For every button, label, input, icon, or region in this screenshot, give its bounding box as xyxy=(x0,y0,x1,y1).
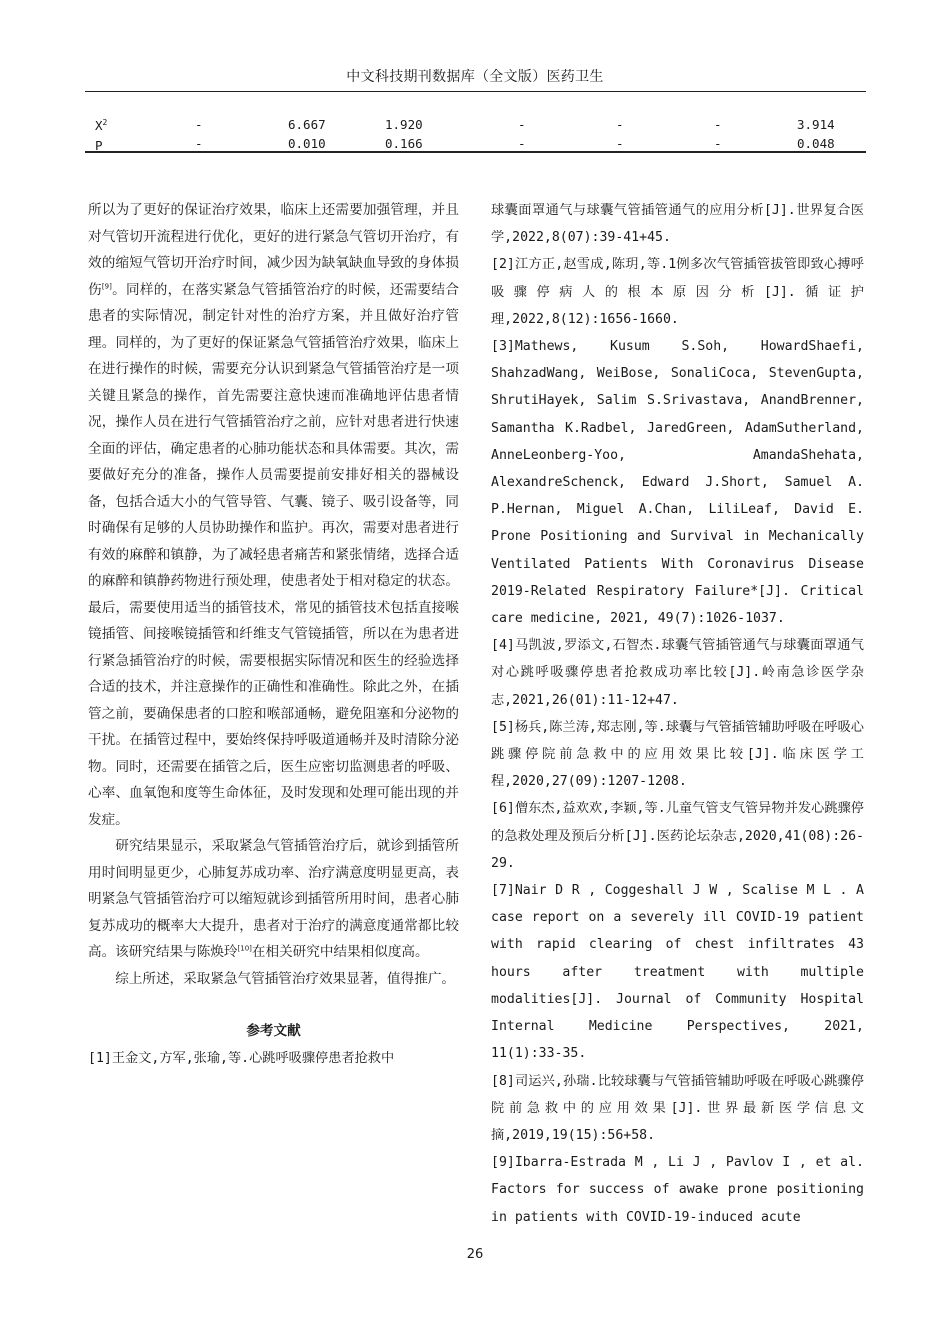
table-cell: - xyxy=(195,136,203,152)
right-column xyxy=(491,197,864,1231)
paragraph-text: 所以为了更好的保证治疗效果，临床上还需要加强管理，并且对气管切开流程进行优化，更好的进行紧急气管切开治疗，有效的缩短气管切开治疗时间，减少因为缺氧缺血导致的身体损伤 xyxy=(88,202,459,298)
left-column xyxy=(88,197,459,1072)
table-cell: 0.166 xyxy=(385,136,423,152)
table-cell: 3.914 xyxy=(797,116,835,132)
table-cell: 1.920 xyxy=(385,116,423,132)
paragraph-text: 。同样的，在落实紧急气管插管治疗的时候，还需要结合患者的实际情况，制定针对性的治疗方案，并且做好治疗管理。同样的，为了更好的保证紧急气管插管治疗效果，临床上在进行操作的时候，需要充分认识到紧急气管插管治疗是一项关键且紧急的操作，首先需要注意快速而准确地评估患者情况，操作人员在进行气管插管治疗之前，应针对患者进行快速全面的评估，确定患者的心肺功能状态和具体需要。其次，需要做好充分的准备，操作人员需要提前安排好相关的器械设备，包括合适大小的气管导管、气囊、镜子、吸引设备等，同时确保有足够的人员协助操作和监护。再次，需要对患者进行有效的麻醉和镇静，为了减轻患者痛苦和紧张情绪，选择合适的麻醉和镇静药物进行预处理，使患者处于相对稳定的状态。最后，需要使用适当的插管技术，常见的插管技术包括直接喉镜插管、间接喉镜插管和纤维支气管镜插管，所以在为患者进行紧急插管治疗的时候，需要根据实际情况和医生的经验选择合适的技术，并注意操作的正确性和准确性。除此之外，在插管之前，要确保患者的口腔和喉部通畅，避免阻塞和分泌物的干扰。在插管过程中，要始终保持呼吸道通畅并及时清除分泌物。同时，还需要在插管之后，医生应密切监测患者的呼吸、心率、血氧饱和度等生命体征，及时发现和处理可能出现的并发症。 xyxy=(88,281,460,828)
reference-item: [2]江方正,赵雪成,陈玥,等.1例多次气管插管拔管即致心搏呼吸骤停病人的根本原因分析[J].循证护理,2022,8(12):1656-1660. xyxy=(491,257,864,327)
row-label: P xyxy=(95,138,103,154)
row-label-sup: 2 xyxy=(102,118,108,127)
reference-item: [4]马凯波,罗添文,石智杰.球囊气管插管通气与球囊面罩通气对心跳呼吸骤停患者抢救成功率比较[J].岭南急诊医学杂志,2021,26(01):11-12+47. xyxy=(491,638,864,708)
reference-item: [8]司运兴,孙瑞.比较球囊与气管插管辅助呼吸在呼吸心跳骤停院前急救中的应用效果[J].世界最新医学信息文摘,2019,19(15):56+58. xyxy=(491,1073,864,1143)
citation: [10] xyxy=(237,944,252,953)
paragraph-results xyxy=(88,833,459,966)
table-cell: - xyxy=(616,136,624,152)
reference-item: [1]王金文,方军,张瑜,等.心跳呼吸骤停患者抢救中 xyxy=(88,1050,395,1066)
table-cell: - xyxy=(518,116,526,132)
table-row xyxy=(85,115,866,134)
citation: [9] xyxy=(101,281,112,290)
reference-item: 球囊面罩通气与球囊气管插管通气的应用分析[J].世界复合医学,2022,8(07):39-41+45. xyxy=(491,203,864,246)
paragraph-discussion xyxy=(88,197,459,833)
paragraph-text: 在相关研究中结果相似度高。 xyxy=(251,944,429,960)
paragraph-text: 研究结果显示，采取紧急气管插管治疗后，就诊到插管所用时间明显更少，心肺复苏成功率、治疗满意度明显更高，表明紧急气管插管治疗可以缩短就诊到插管所用时间，患者心肺复苏成功的概率大大提升，患者对于治疗的满意度通常都比较高。该研究结果与陈焕玲 xyxy=(88,838,459,960)
reference-item: [3]Mathews, Kusum S.Soh, HowardShaefi, ShahzadWang, WeiBose, SonaliCoca, StevenGupta, ShrutiHayek, Salim S.Srivastava, AnandBrenner, Samantha K.Radbel, JaredGreen, AdamSutherland, AnneLeonberg-Yoo, AmandaShehata, AlexandreSchenck, Edward J.Short, Samuel A. P.Hernan, Miguel A.Chan, LiliLeaf, David E. Prone Positioning and Survival in Mechanically Ventilated Patients With Coronavirus Disease 2019-Related Respiratory Failure*[J]. Critical care medicine, 2021, 49(7):1026-1037. xyxy=(491,339,864,627)
table-cell: - xyxy=(714,116,722,132)
reference-item: [6]僧东杰,益欢欢,李颖,等.儿童气管支气管异物并发心跳骤停的急救处理及预后分析[J].医药论坛杂志,2020,41(08):26-29. xyxy=(491,801,864,871)
reference-item: [5]杨兵,陈兰涛,郑志刚,等.球囊与气管插管辅助呼吸在呼吸心跳骤停院前急救中的应用效果比较[J].临床医学工程,2020,27(09):1207-1208. xyxy=(491,719,864,790)
paragraph-conclusion: 综上所述，采取紧急气管插管治疗效果显著，值得推广。 xyxy=(115,970,456,987)
table-cell: - xyxy=(714,136,722,152)
table-cell: 0.048 xyxy=(797,136,835,152)
table-cell: 0.010 xyxy=(288,136,326,152)
table-cell: - xyxy=(518,136,526,152)
stats-table xyxy=(85,115,866,154)
journal-header: 中文科技期刊数据库（全文版）医药卫生 xyxy=(346,69,604,85)
reference-item: [9]Ibarra-Estrada M , Li J , Pavlov I , et al. Factors for success of awake prone positioning in patients with COVID-19-induced acute xyxy=(491,1155,864,1225)
table-cell: - xyxy=(195,116,203,132)
table-cell: - xyxy=(616,116,624,132)
row-label: X xyxy=(95,118,103,134)
table-bottom-rule xyxy=(85,151,866,153)
table-cell: 6.667 xyxy=(288,116,326,132)
reference-item: [7]Nair D R , Coggeshall J W , Scalise M L . A case report on a severely ill COVID-19 patient with rapid clearing of chest infiltrates 43 hours after treatment with multiple modalities[J]. Journal of Community Hospital Internal Medicine Perspectives, 2021, 11(1):33-35. xyxy=(491,883,864,1062)
table-top-rule xyxy=(85,91,866,92)
references-title: 参考文献 xyxy=(246,1023,301,1039)
page-number: 26 xyxy=(466,1247,484,1262)
